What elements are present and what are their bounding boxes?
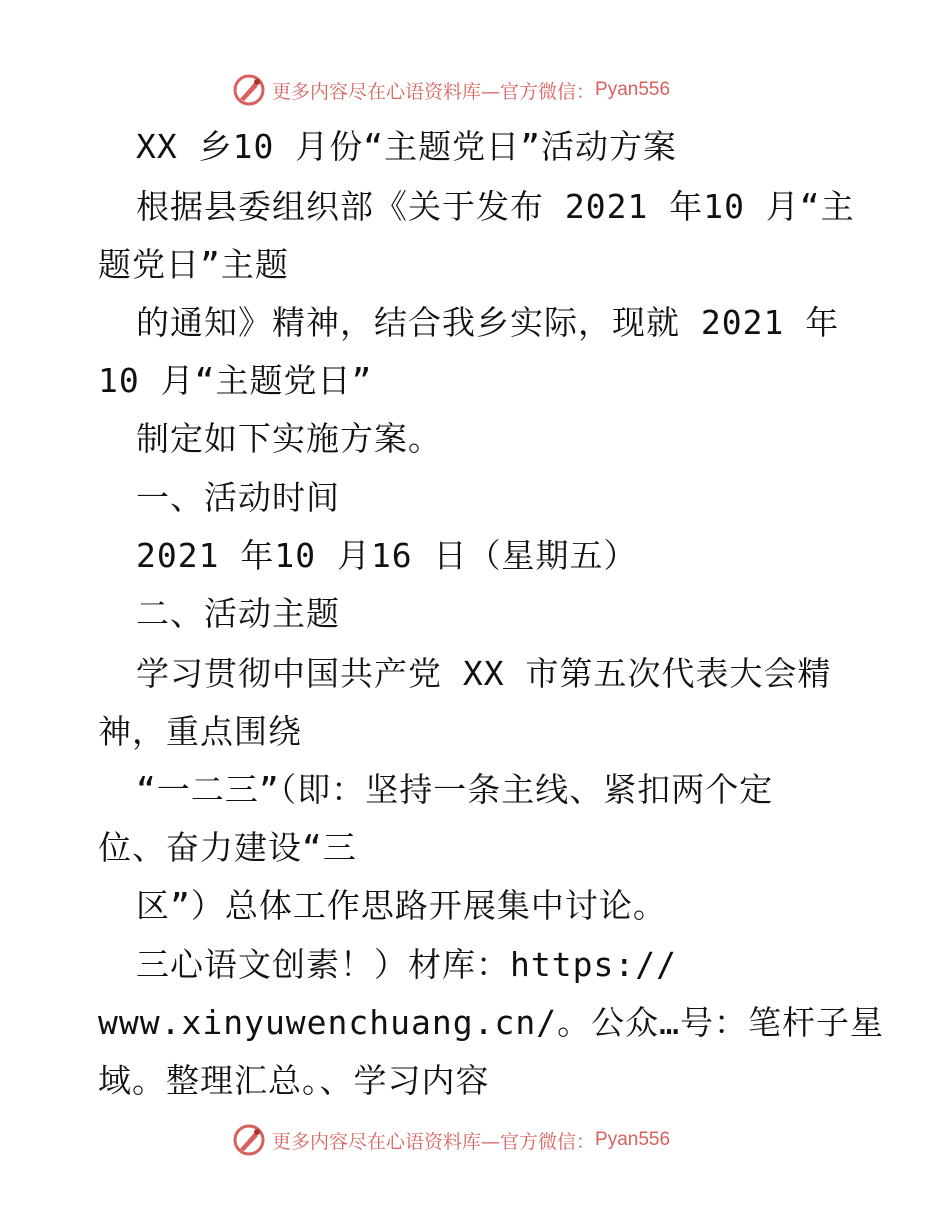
body-line: 10 月“主题党日” [98,361,373,400]
body-line: 题党日”主题 [98,245,289,284]
body-line: 域。整理汇总。、学习内容 [98,1061,490,1100]
body-line: 区”）总体工作思路开展集中讨论。 [136,886,667,925]
body-line: “一二三”（即：坚持一条主线、紧扣两个定 [136,770,774,809]
body-line: 学习贯彻中国共产党 XX 市第五次代表大会精 [136,654,832,693]
header-banner [232,70,670,110]
pen-logo-icon [232,73,266,107]
banner-text: 更多内容尽在心语资料库—官方微信： [272,80,596,103]
banner-wechat-id: Pyan556 [595,1129,671,1150]
section-heading: 二、活动主题 [136,594,340,633]
pen-logo-icon [232,1123,266,1157]
footer-banner [232,1120,670,1160]
body-line: 的通知》精神，结合我乡实际，现就 2021 年 [136,303,840,342]
section-heading: 一、活动时间 [136,478,340,517]
document-title: XX 乡10 月份“主题党日”活动方案 [136,127,677,166]
body-line: www.xinyuwenchuang.cn/。公众…号：笔杆子星 [98,1003,884,1042]
body-line: 三心语文创素！）材库：https:// [136,945,677,984]
body-line: 制定如下实施方案。 [136,419,442,458]
banner-text: 更多内容尽在心语资料库—官方微信： [272,1130,596,1153]
banner-wechat-id: Pyan556 [595,79,671,100]
body-line: 位、奋力建设“三 [98,828,357,867]
body-line: 神，重点围绕 [98,712,302,751]
body-line: 2021 年10 月16 日（星期五） [136,536,638,575]
body-line: 根据县委组织部《关于发布 2021 年10 月“主 [136,187,855,226]
